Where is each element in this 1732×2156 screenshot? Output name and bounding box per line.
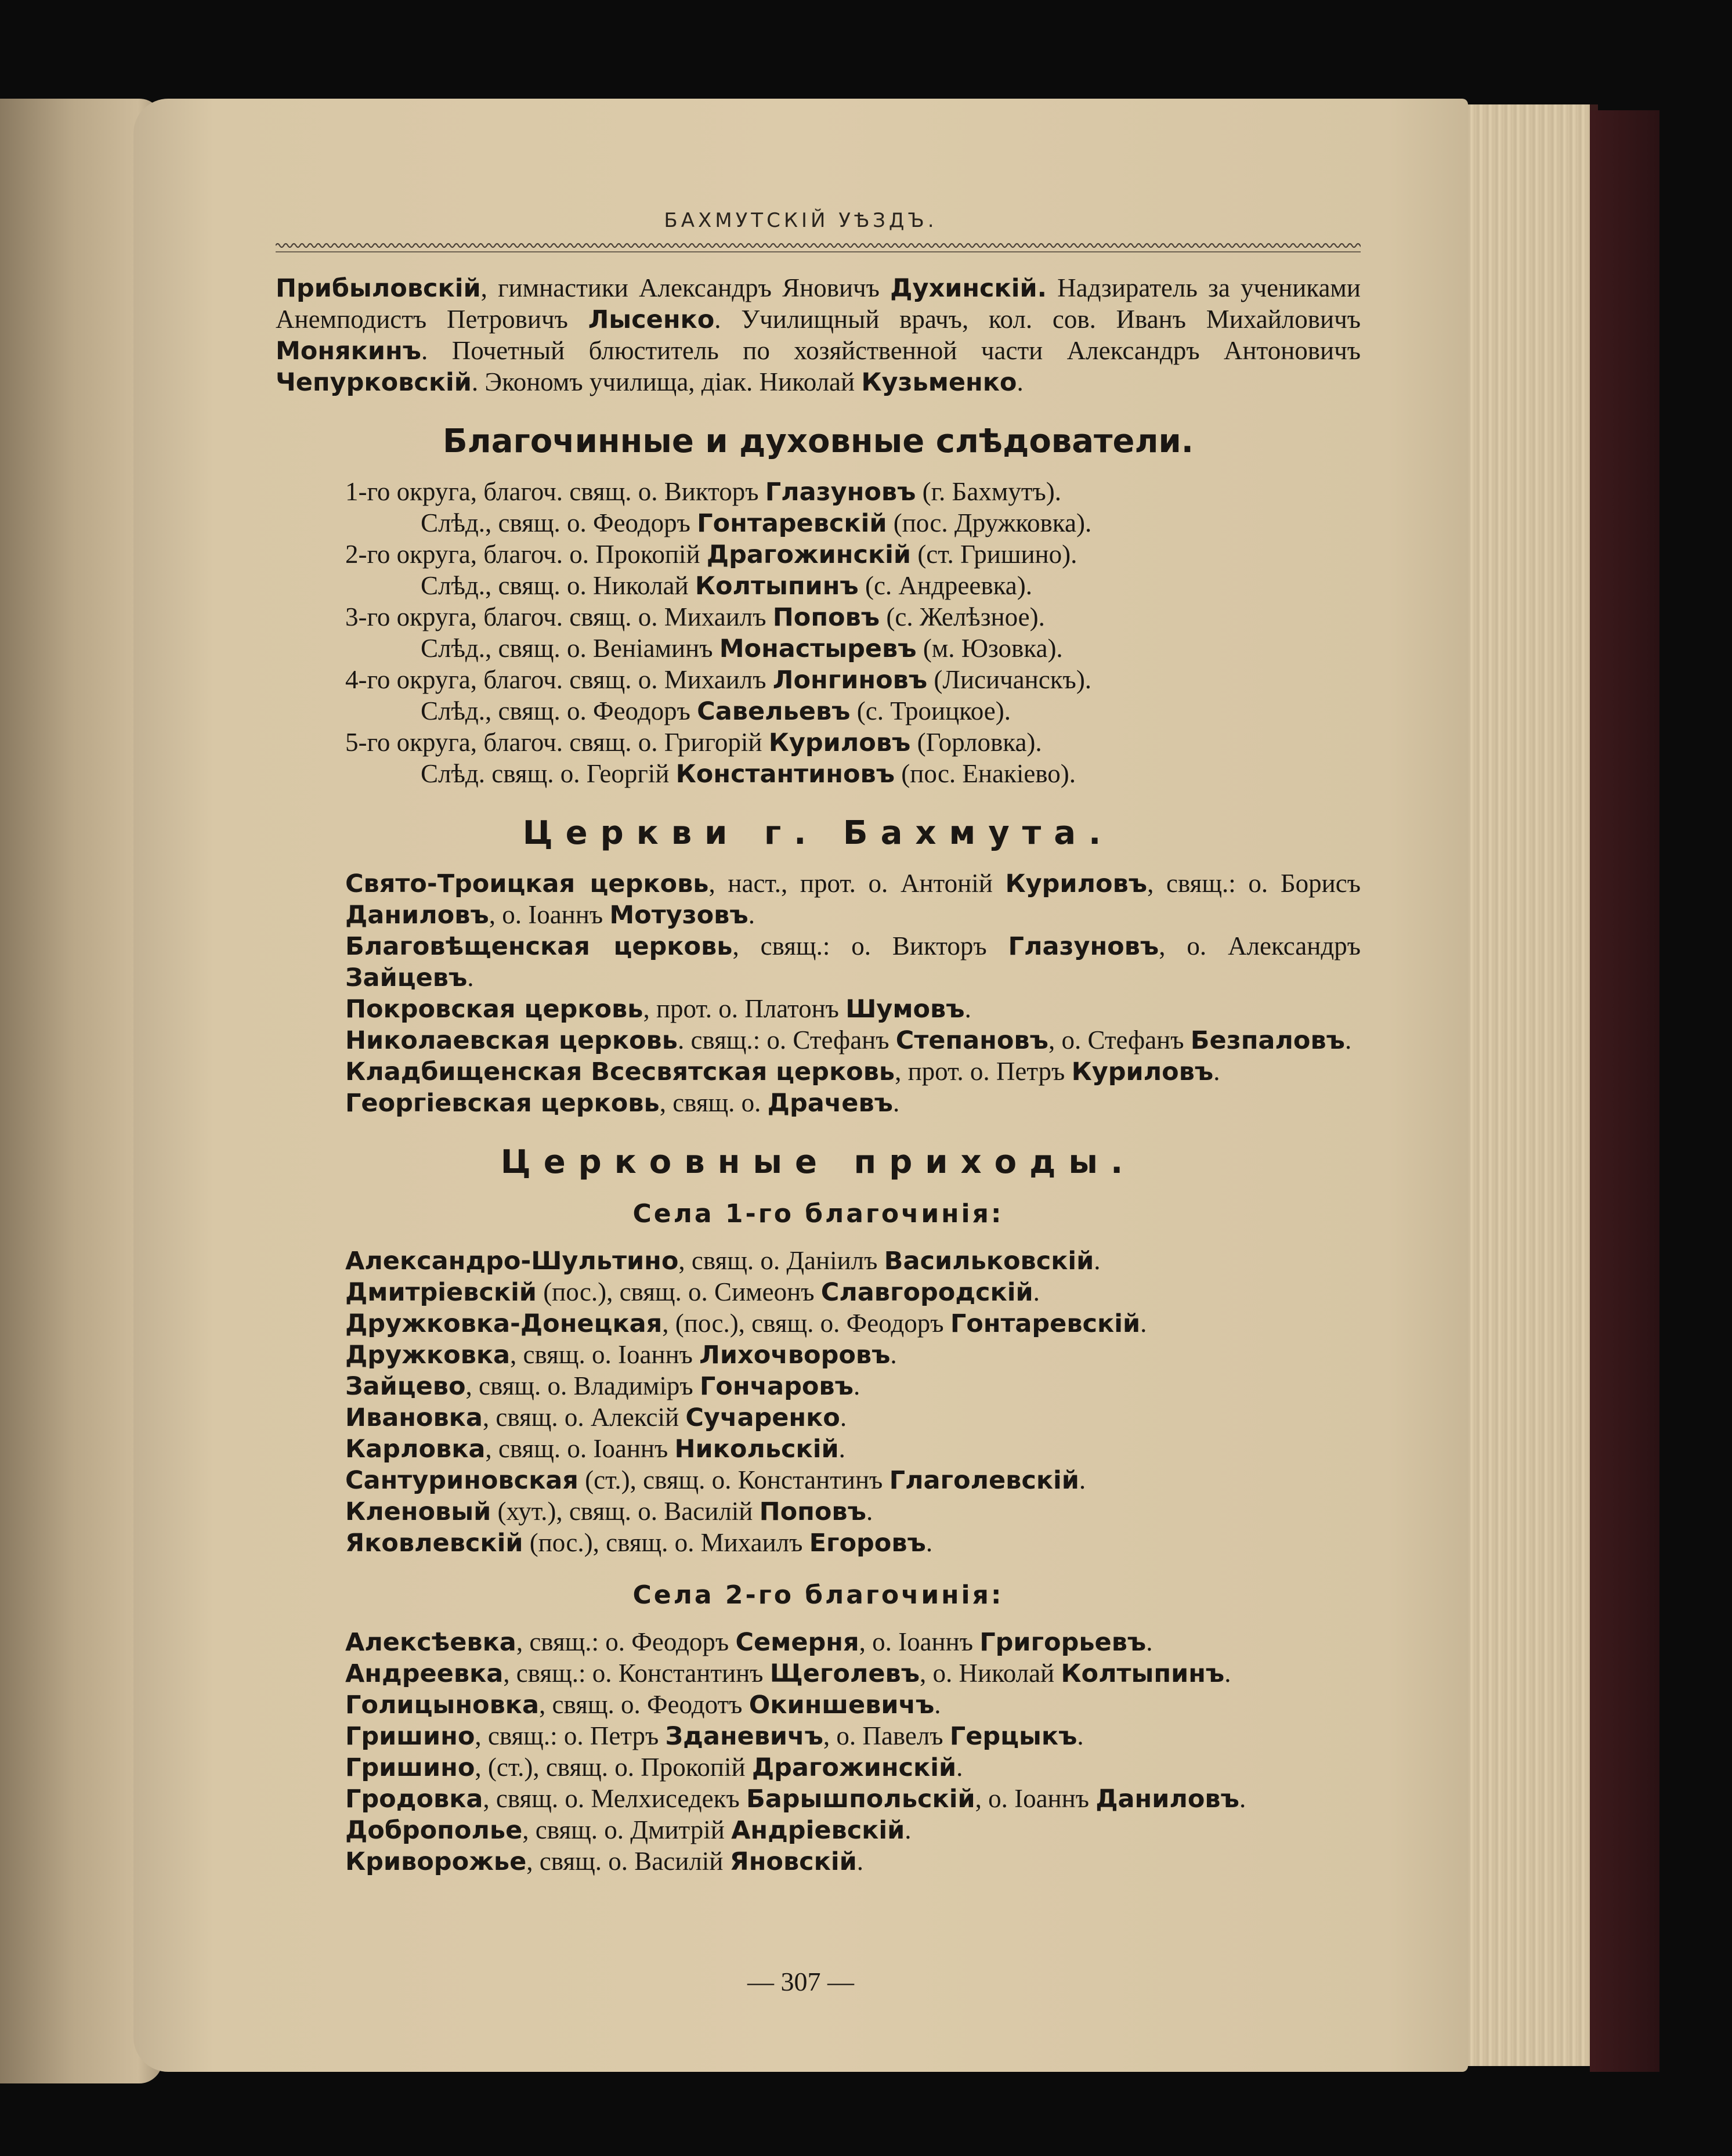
parish-entry — [276, 1402, 1361, 1433]
text-run: Слѣд., свящ. о. Николай — [421, 571, 695, 600]
text-run: . — [856, 1847, 863, 1876]
church-entry — [276, 994, 1361, 1025]
name-bold: Егоровъ — [809, 1529, 926, 1558]
name-bold: Александро-Шультино — [345, 1247, 679, 1276]
parish-entry — [276, 1658, 1361, 1689]
parish-entry — [276, 1245, 1361, 1277]
dean-line — [276, 570, 1361, 602]
dean-line — [276, 602, 1361, 633]
name-bold: Семерня — [735, 1628, 859, 1657]
name-bold: Драгожинскій — [706, 540, 912, 569]
text-run: . — [1079, 1465, 1086, 1494]
wavy-rule — [276, 241, 1361, 255]
text-run: . — [892, 1088, 900, 1117]
text-run: . — [838, 1434, 845, 1463]
text-run: . — [1146, 1627, 1153, 1656]
name-bold: Поповъ — [759, 1497, 866, 1526]
text-run: , о. Стефанъ — [1048, 1025, 1191, 1054]
text-run: . — [1239, 1784, 1246, 1813]
name-bold: Благовѣщенская церковь — [345, 932, 733, 961]
text-run: . — [890, 1340, 897, 1369]
name-bold: Щеголевъ — [769, 1659, 920, 1688]
text-run: (с. Желѣзное). — [880, 602, 1045, 631]
text-run: . Почетный блюститель по хозяйственной части Александръ Антоновичъ — [421, 336, 1361, 365]
name-bold: Савельевъ — [697, 697, 851, 726]
text-run: . — [1213, 1057, 1220, 1086]
text-run: , свящ. о. Іоаннъ — [485, 1434, 675, 1463]
name-bold: Чепурковскій — [276, 368, 472, 397]
church-entry — [276, 1056, 1361, 1088]
text-run: , (ст.), свящ. о. Прокопій — [475, 1753, 752, 1782]
parish-entry — [276, 1433, 1361, 1465]
text-run: Слѣд. свящ. о. Георгій — [421, 759, 676, 788]
dean-line — [276, 665, 1361, 696]
text-run: . — [1140, 1309, 1147, 1338]
text-run: , свящ. о. Іоаннъ — [510, 1340, 700, 1369]
name-bold: Гришино — [345, 1753, 475, 1782]
text-run: , свящ.: о. Феодоръ — [516, 1627, 736, 1656]
text-run: (Горловка). — [910, 728, 1042, 757]
section-heading-deans: Благочинные и духовные слѣдователи. — [442, 422, 1194, 460]
name-bold: Куриловъ — [1071, 1057, 1214, 1086]
name-bold: Сантуриновская — [345, 1466, 578, 1495]
name-bold: Драгожинскій — [751, 1753, 957, 1782]
name-bold: Даниловъ — [345, 901, 489, 930]
text-run: , прот. о. Петръ — [895, 1057, 1072, 1086]
text-run: , о. Николай — [920, 1659, 1061, 1688]
text-run: , свящ. о. — [659, 1088, 768, 1117]
text-run: (пос. Дружковка). — [887, 508, 1092, 537]
name-bold: Гродовка — [345, 1785, 483, 1814]
name-bold: Яновскій — [729, 1847, 857, 1876]
text-run: . Экономъ училища, діак. Николай — [471, 367, 862, 396]
name-bold: Лихочворовъ — [699, 1341, 891, 1370]
book-page — [133, 99, 1468, 2072]
name-bold: Покровская церковь — [345, 995, 643, 1024]
name-bold: Дружковка — [345, 1341, 511, 1370]
text-run: , свящ.: о. Викторъ — [732, 931, 1008, 960]
name-bold: Драчевъ — [767, 1089, 893, 1118]
name-bold: Кузьменко — [861, 368, 1017, 397]
name-bold: Зайцевъ — [345, 963, 468, 992]
section-heading-parishes: Церковные приходы. — [500, 1143, 1136, 1181]
parish-entry — [276, 1496, 1361, 1527]
name-bold: Мотузовъ — [609, 901, 749, 930]
dean-line — [276, 508, 1361, 539]
parish-entry — [276, 1689, 1361, 1721]
name-bold: Барышпольскій — [746, 1785, 975, 1814]
text-run: . — [925, 1528, 933, 1557]
name-bold: Зданевичъ — [665, 1722, 823, 1751]
text-run: (ст. Гришино). — [911, 540, 1077, 569]
name-bold: Колтыпинъ — [1061, 1659, 1225, 1688]
name-bold: Гонтаревскій — [950, 1309, 1141, 1338]
text-run: Слѣд., свящ. о. Феодоръ — [421, 696, 697, 725]
text-run: . — [866, 1497, 873, 1526]
text-run: Надзиратель за учениками Анемподистъ Петровичъ — [276, 273, 1361, 334]
text-run: , гимнастики Александръ Яновичъ — [480, 273, 891, 302]
name-bold: Глазуновъ — [1008, 932, 1159, 961]
name-bold: Шумовъ — [845, 995, 965, 1024]
name-bold: Безпаловъ — [1190, 1026, 1345, 1055]
text-run: . — [840, 1403, 847, 1432]
text-run: 5-го округа, благоч. свящ. о. Григорій — [345, 728, 769, 757]
text-run: , о. Александръ — [1159, 931, 1361, 960]
page-content — [276, 273, 1361, 1877]
text-run: , свящ.: о. Петръ — [475, 1721, 666, 1750]
text-run: . Училищный врачъ, кол. сов. Иванъ Михайловичъ — [714, 305, 1361, 334]
parish-entry — [276, 1465, 1361, 1496]
parish-entry — [276, 1815, 1361, 1846]
name-bold: Куриловъ — [1005, 869, 1148, 898]
name-bold: Зайцево — [345, 1372, 466, 1401]
dean-line — [276, 476, 1361, 508]
text-run: (с. Троицкое). — [850, 696, 1011, 725]
name-bold: Гонтаревскій — [697, 509, 887, 538]
church-entry — [276, 1025, 1361, 1056]
text-run: (г. Бахмутъ). — [916, 477, 1061, 506]
text-run: , свящ. о. Мелхиседекъ — [483, 1784, 746, 1813]
text-run: (пос.), свящ. о. Михаилъ — [523, 1528, 809, 1557]
deans-list — [276, 476, 1361, 790]
text-run: 4-го округа, благоч. свящ. о. Михаилъ — [345, 665, 773, 694]
text-run: , свящ. о. Даніилъ — [678, 1246, 884, 1275]
name-bold: Алексѣевка — [345, 1628, 516, 1657]
name-bold: Голицыновка — [345, 1691, 539, 1720]
name-bold: Монякинъ — [276, 337, 421, 366]
name-bold: Духинскій. — [890, 274, 1047, 303]
text-run: , свящ. о. Василій — [526, 1847, 730, 1876]
text-run: (Лисичанскъ). — [927, 665, 1092, 694]
text-run: 1-го округа, благоч. свящ. о. Викторъ — [345, 477, 765, 506]
text-run: . — [1094, 1246, 1101, 1275]
name-bold: Андреевка — [345, 1659, 504, 1688]
text-run: , прот. о. Платонъ — [643, 994, 846, 1023]
name-bold: Доброполье — [345, 1816, 523, 1845]
parish-entry — [276, 1627, 1361, 1658]
text-run: Слѣд., свящ. о. Веніаминъ — [421, 634, 719, 663]
text-run: , наст., прот. о. Антоній — [708, 869, 1006, 898]
text-run: (ст.), свящ. о. Константинъ — [578, 1465, 889, 1494]
name-bold: Герцыкъ — [949, 1722, 1077, 1751]
name-bold: Поповъ — [772, 603, 880, 632]
subheading-deanery-2: Села 2-го благочинія: — [632, 1580, 1004, 1610]
name-bold: Кладбищенская Всесвятская церковь — [345, 1057, 895, 1086]
parish-entry — [276, 1783, 1361, 1815]
name-bold: Николаевская церковь — [345, 1026, 678, 1055]
church-entry — [276, 1088, 1361, 1119]
text-run: , свящ. о. Алексій — [482, 1403, 686, 1432]
subheading-deanery-1: Села 1-го благочинія: — [632, 1199, 1004, 1229]
running-head: БАХМУТСКІЙ УѢЗДЪ. — [664, 209, 938, 232]
text-run: , о. Іоаннъ — [975, 1784, 1096, 1813]
church-entry — [276, 868, 1361, 931]
text-run: (пос. Енакіево). — [895, 759, 1076, 788]
name-bold: Сучаренко — [685, 1403, 840, 1432]
parish-entry — [276, 1371, 1361, 1402]
text-run: . — [748, 900, 755, 929]
name-bold: Окиншевичъ — [749, 1691, 935, 1720]
text-run: , о. Іоаннъ — [489, 900, 610, 929]
name-bold: Свято-Троицкая церковь — [345, 869, 709, 898]
parish-entry — [276, 1339, 1361, 1371]
parish-entry — [276, 1846, 1361, 1877]
name-bold: Даниловъ — [1095, 1785, 1239, 1814]
text-run: . — [964, 994, 971, 1023]
dean-line — [276, 759, 1361, 790]
parish-list-1 — [276, 1245, 1361, 1559]
text-run: , свящ. о. Владиміръ — [465, 1371, 700, 1400]
name-bold: Лонгиновъ — [772, 666, 928, 695]
text-run: . — [934, 1690, 941, 1719]
name-bold: Кленовый — [345, 1497, 491, 1526]
text-run: , свящ.: о. Константинъ — [503, 1659, 770, 1688]
name-bold: Монастыревъ — [719, 634, 917, 663]
book-cover — [1590, 110, 1659, 2072]
text-run: Слѣд., свящ. о. Феодоръ — [421, 508, 697, 537]
text-run: , свящ. о. Феодотъ — [539, 1690, 749, 1719]
text-run: (хут.), свящ. о. Василій — [491, 1497, 760, 1526]
dean-line — [276, 727, 1361, 759]
name-bold: Прибыловскій — [276, 274, 481, 303]
text-run: . — [467, 963, 474, 992]
text-run: (м. Юзовка). — [916, 634, 1063, 663]
parish-list-2 — [276, 1627, 1361, 1877]
text-run: . — [956, 1753, 963, 1782]
name-bold: Глаголевскій — [889, 1466, 1079, 1495]
name-bold: Андріевскій — [731, 1816, 905, 1845]
name-bold: Ивановка — [345, 1403, 483, 1432]
name-bold: Криворожье — [345, 1847, 527, 1876]
text-run: (пос.), свящ. о. Симеонъ — [536, 1277, 821, 1306]
text-run: . — [1224, 1659, 1231, 1688]
text-run: . — [853, 1371, 860, 1400]
name-bold: Григорьевъ — [979, 1628, 1147, 1657]
name-bold: Карловка — [345, 1435, 486, 1464]
text-run: . — [905, 1815, 912, 1844]
parish-entry — [276, 1277, 1361, 1308]
text-run: (с. Андреевка). — [858, 571, 1032, 600]
text-run: . — [1345, 1025, 1352, 1054]
parish-entry — [276, 1527, 1361, 1559]
name-bold: Лысенко — [588, 305, 715, 334]
church-entry — [276, 931, 1361, 994]
section-heading-churches: Церкви г. Бахмута. — [522, 814, 1114, 852]
name-bold: Куриловъ — [768, 728, 911, 757]
text-run: . свящ.: о. Стефанъ — [677, 1025, 896, 1054]
name-bold: Гончаровъ — [699, 1372, 854, 1401]
name-bold: Васильковскій — [884, 1247, 1094, 1276]
text-run: , свящ. о. Дмитрій — [522, 1815, 732, 1844]
intro-paragraph — [276, 273, 1361, 398]
name-bold: Гришино — [345, 1722, 475, 1751]
text-run: , о. Павелъ — [823, 1721, 950, 1750]
page-number: — 307 — — [747, 1967, 854, 1996]
parish-entry — [276, 1308, 1361, 1339]
text-run: 2-го округа, благоч. о. Прокопій — [345, 540, 707, 569]
name-bold: Никольскій — [674, 1435, 839, 1464]
name-bold: Глазуновъ — [765, 478, 916, 507]
text-run: 3-го округа, благоч. свящ. о. Михаилъ — [345, 602, 773, 631]
text-run: , (пос.), свящ. о. Феодоръ — [662, 1309, 950, 1338]
text-run: . — [1033, 1277, 1040, 1306]
text-run: , свящ.: о. Борисъ — [1147, 869, 1361, 898]
dean-line — [276, 633, 1361, 665]
name-bold: Дмитріевскій — [345, 1278, 537, 1307]
name-bold: Степановъ — [895, 1026, 1048, 1055]
text-run: . — [1017, 367, 1024, 396]
name-bold: Колтыпинъ — [695, 572, 859, 601]
name-bold: Дружковка-Донецкая — [345, 1309, 663, 1338]
name-bold: Константиновъ — [675, 760, 895, 789]
dean-line — [276, 539, 1361, 570]
text-run: . — [1077, 1721, 1084, 1750]
name-bold: Яковлевскій — [345, 1529, 523, 1558]
churches-list — [276, 868, 1361, 1119]
text-run: , о. Іоаннъ — [859, 1627, 980, 1656]
parish-entry — [276, 1721, 1361, 1752]
dean-line — [276, 696, 1361, 727]
name-bold: Славгородскій — [820, 1278, 1033, 1307]
parish-entry — [276, 1752, 1361, 1783]
name-bold: Георгіевская церковь — [345, 1089, 660, 1118]
book-page-edges — [1456, 104, 1598, 2066]
